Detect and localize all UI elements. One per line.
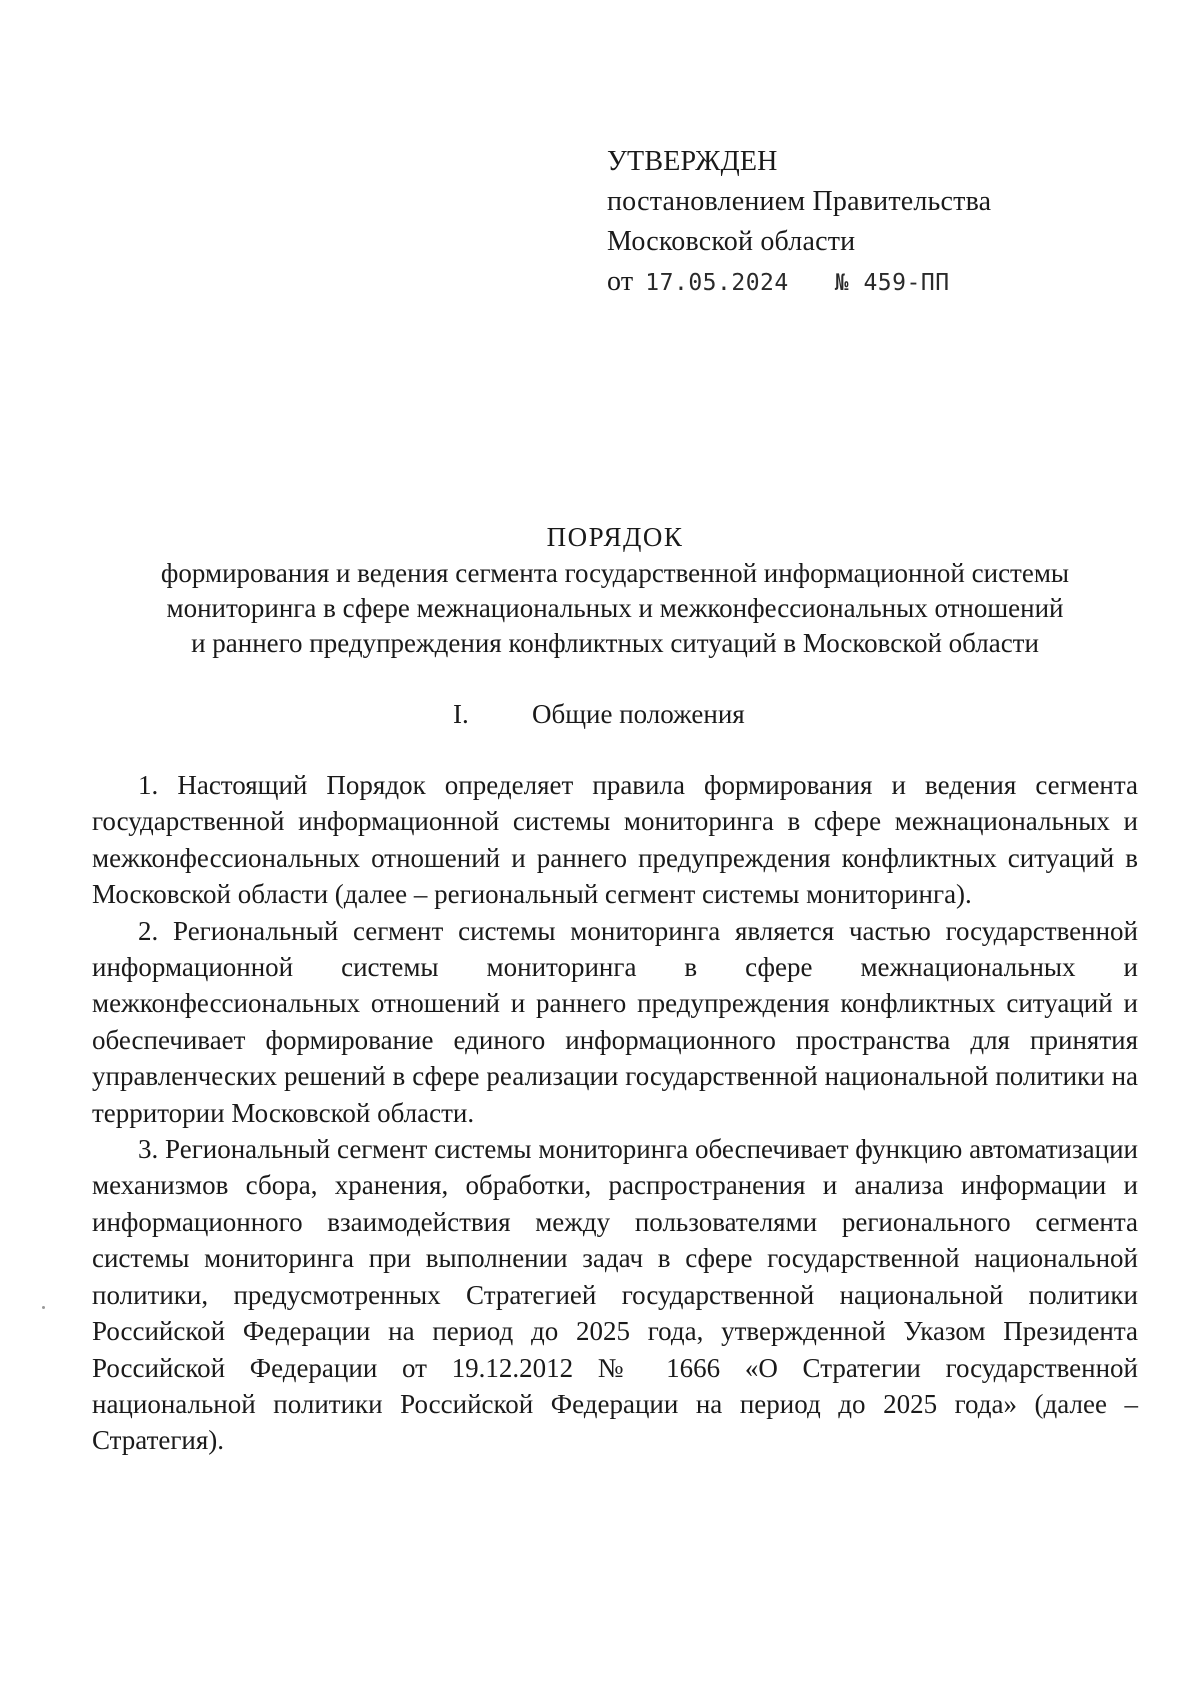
approval-heading: УТВЕРЖДЕН [607, 146, 778, 177]
approval-authority-line2: Московской области [607, 226, 856, 257]
document-title-block [90, 520, 1140, 661]
paragraph-3: 3. Региональный сегмент системы мониторинга обеспечивает функцию автоматизации механизмов сбора, хранения, обработки, распространения и анализа информации и информационного взаимодействия между пользователями регионального сегмента системы мониторинга при выполнении задач в сфере государственной национальной политики, предусмотренных Стратегией государственной национальной политики Российской Федерации на период до 2025 года, утвержденной Указом Президента Российской Федерации от 19.12.2012 № 1666 «О Стратегии государственной национальной политики Российской Федерации на период до 2025 года» (далее – Стратегия). [92, 1134, 1138, 1456]
document-subtitle-line1: формирования и ведения сегмента государственной информационной системы [160, 558, 1070, 588]
section-number: I. [453, 699, 469, 729]
section-title: Общие положения [532, 699, 745, 729]
document-body [92, 767, 1138, 1459]
approval-authority-line1: постановлением Правительства [607, 186, 992, 217]
approval-number: № 459-ПП [834, 270, 950, 296]
document-subtitle-line2: мониторинга в сфере межнациональных и межконфессиональных отношений [166, 593, 1064, 623]
document-title: ПОРЯДОК [546, 522, 684, 552]
approval-block [607, 142, 991, 303]
scan-artifact [42, 1306, 45, 1309]
approval-date-line [607, 262, 991, 303]
approval-date: 17.05.2024 [645, 270, 789, 296]
paragraph-1: 1. Настоящий Порядок определяет правила формирования и ведения сегмента государственной информационной системы мониторинга в сфере межнациональных и межконфессиональных отношений и раннего предупреждения конфликтных ситуаций в Московской области (далее – региональный сегмент системы мониторинга). [92, 770, 1138, 910]
document-subtitle-line3: и раннего предупреждения конфликтных ситуаций в Московской области [191, 628, 1039, 658]
approval-date-prefix: от [607, 266, 634, 297]
paragraph-2: 2. Региональный сегмент системы мониторинга является частью государственной информационной системы мониторинга в сфере межнациональных и межконфессиональных отношений и раннего предупреждения конфликтных ситуаций и обеспечивает формирование единого информационного пространства для принятия управленческих решений в сфере реализации государственной национальной политики на территории Московской области. [92, 915, 1138, 1128]
